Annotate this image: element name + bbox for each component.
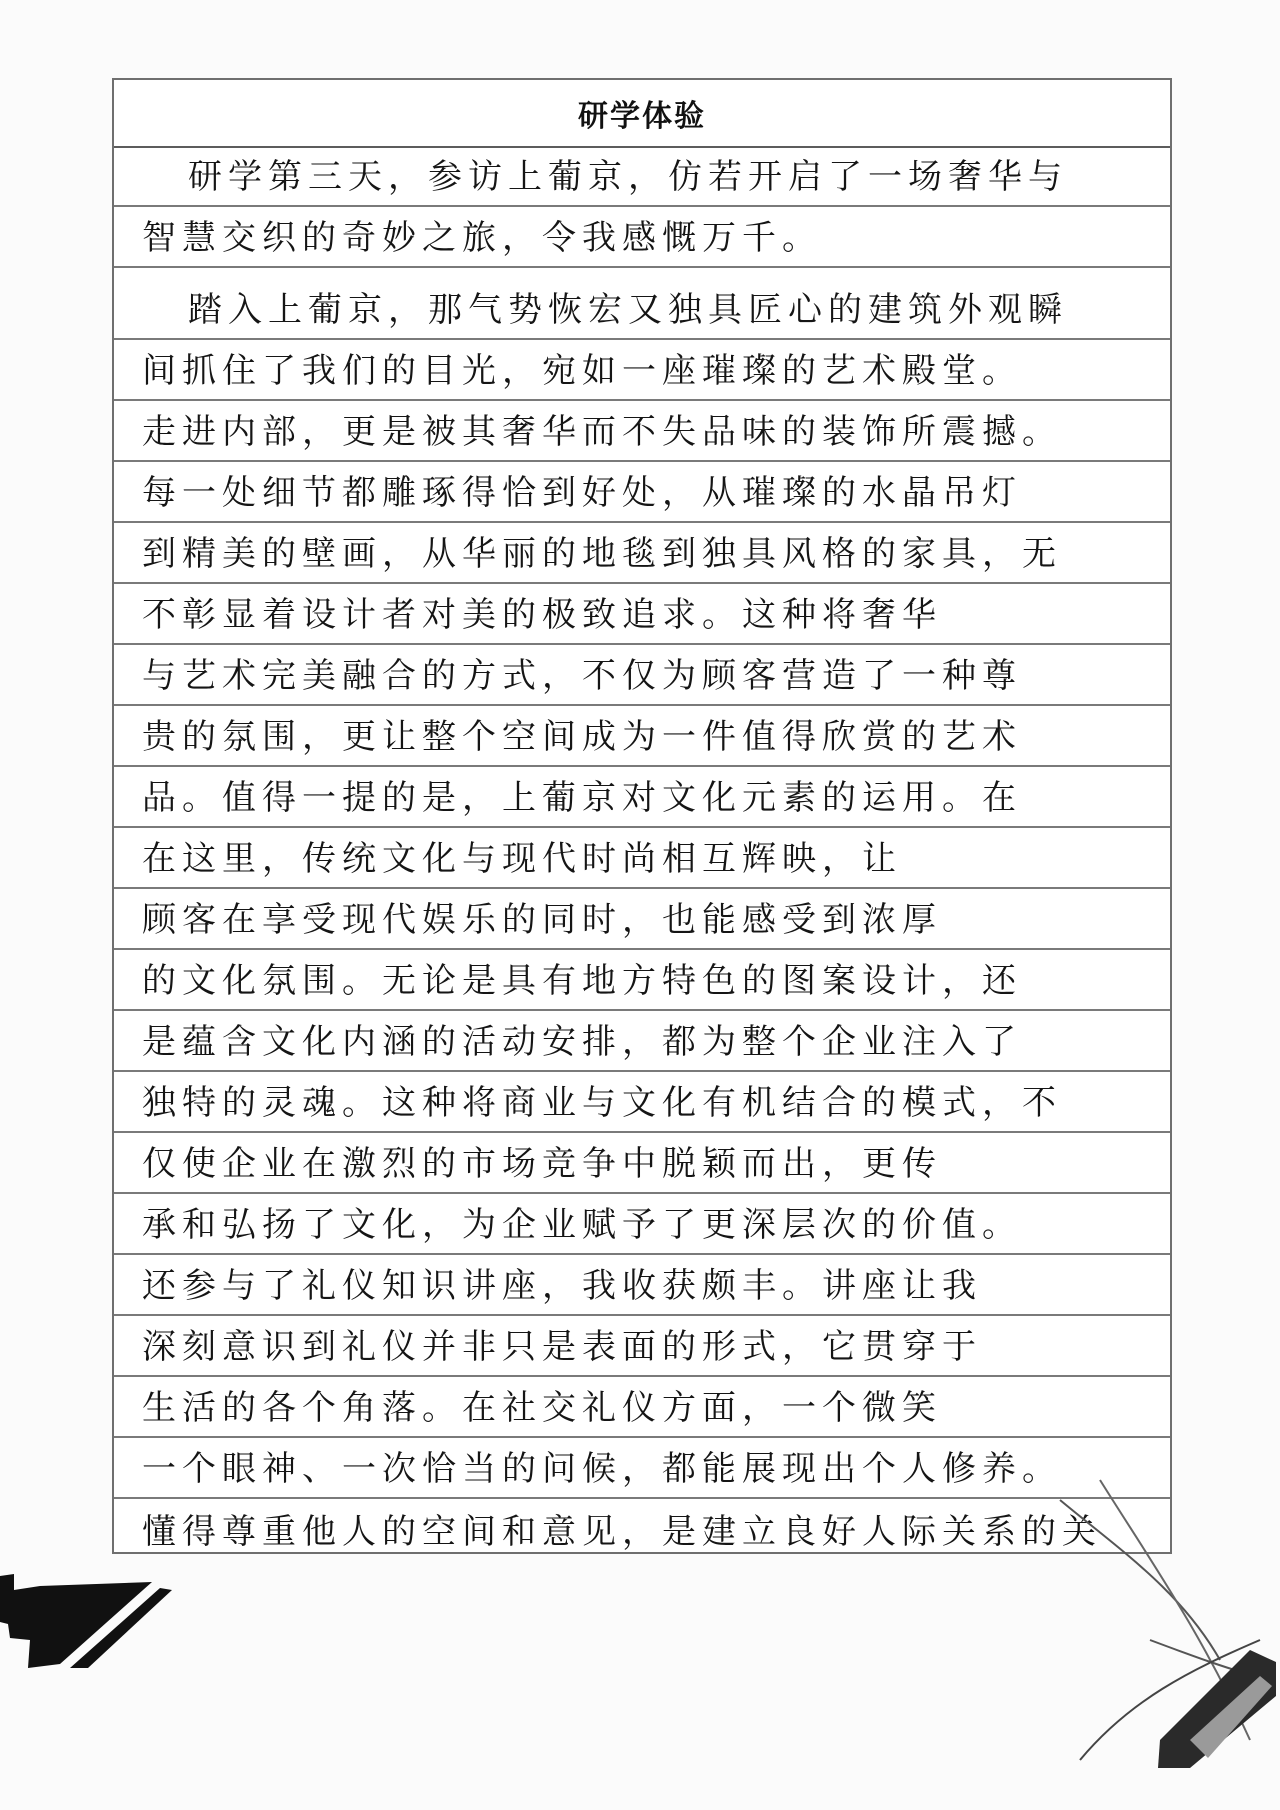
essay-line: 智慧交织的奇妙之旅，令我感慨万千。 (114, 207, 1170, 268)
essay-line: 研学第三天，参访上葡京，仿若开启了一场奢华与 (114, 146, 1170, 207)
essay-line: 踏入上葡京，那气势恢宏又独具匠心的建筑外观瞬 (114, 268, 1170, 340)
essay-line: 还参与了礼仪知识讲座，我收获颇丰。讲座让我 (114, 1255, 1170, 1316)
essay-line: 生活的各个角落。在社交礼仪方面，一个微笑 (114, 1377, 1170, 1438)
essay-line: 的文化氛围。无论是具有地方特色的图案设计，还 (114, 950, 1170, 1011)
scan-artifact-left (0, 1560, 180, 1670)
essay-line: 与艺术完美融合的方式，不仅为顾客营造了一种尊 (114, 645, 1170, 706)
essay-line: 间抓住了我们的目光，宛如一座璀璨的艺术殿堂。 (114, 340, 1170, 401)
essay-line: 不彰显着设计者对美的极致追求。这种将奢华 (114, 584, 1170, 645)
essay-line: 是蕴含文化内涵的活动安排，都为整个企业注入了 (114, 1011, 1170, 1072)
essay-line: 顾客在享受现代娱乐的同时，也能感受到浓厚 (114, 889, 1170, 950)
essay-line: 懂得尊重他人的空间和意见，是建立良好人际关系的关 (142, 1512, 1102, 1552)
essay-line: 独特的灵魂。这种将商业与文化有机结合的模式，不 (114, 1072, 1170, 1133)
essay-line: 承和弘扬了文化，为企业赋予了更深层次的价值。 (114, 1194, 1170, 1255)
essay-line: 贵的氛围，更让整个空间成为一件值得欣赏的艺术 (114, 706, 1170, 767)
essay-line: 品。值得一提的是，上葡京对文化元素的运用。在 (114, 767, 1170, 828)
title-row (114, 80, 1170, 148)
essay-line: 到精美的壁画，从华丽的地毯到独具风格的家具，无 (114, 523, 1170, 584)
essay-line: 仅使企业在激烈的市场竞争中脱颖而出，更传 (114, 1133, 1170, 1194)
essay-line: 走进内部，更是被其奢华而不失品味的装饰所震撼。 (114, 401, 1170, 462)
essay-line: 深刻意识到礼仪并非只是表面的形式，它贯穿于 (114, 1316, 1170, 1377)
essay-title: 研学体验 (578, 99, 706, 134)
essay-line: 在这里，传统文化与现代时尚相互辉映，让 (114, 828, 1170, 889)
scan-artifact-right (1040, 1440, 1280, 1770)
essay-line: 一个眼神、一次恰当的问候，都能展现出个人修养。 (114, 1438, 1170, 1499)
essay-line: 每一处细节都雕琢得恰到好处，从璀璨的水晶吊灯 (114, 462, 1170, 523)
essay-paper (112, 78, 1172, 1554)
